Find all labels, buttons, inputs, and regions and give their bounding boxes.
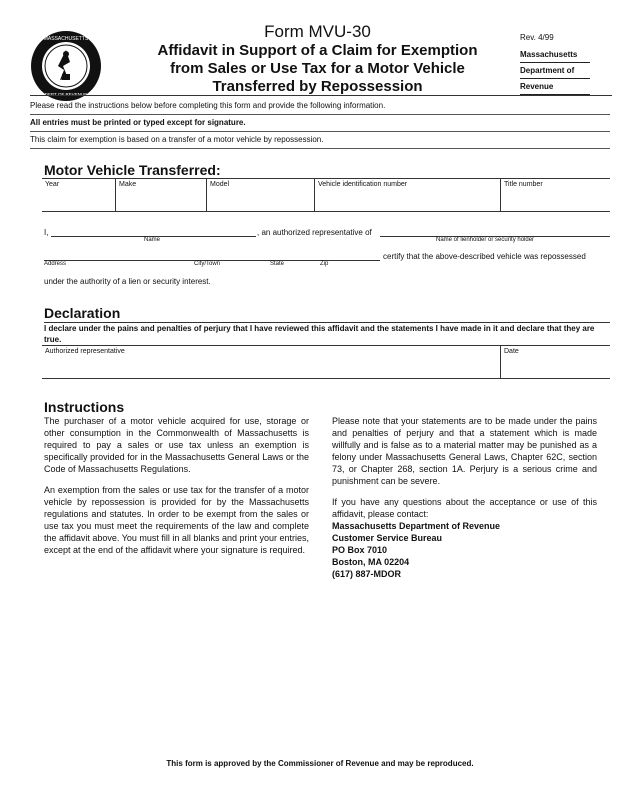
date-field[interactable]: Date xyxy=(500,346,610,378)
vin-field[interactable]: Vehicle identification number xyxy=(314,179,500,211)
header-divider xyxy=(30,95,612,96)
contact-block: Massachusetts Department of Revenue Customer Service Bureau PO Box 7010 Boston, MA 02204 (617) 887-MDOR xyxy=(332,521,501,579)
instructions-paragraph: If you have any questions about the acceptance or use of this affidavit, please contact: xyxy=(332,497,597,519)
vehicle-fields xyxy=(42,178,610,212)
declaration-heading: Declaration xyxy=(44,305,121,321)
department-name: Massachusetts Department of Revenue xyxy=(520,47,590,95)
massachusetts-seal-icon xyxy=(30,30,102,102)
form-title: Affidavit in Support of a Claim for Exemption from Sales or Use Tax for a Motor Vehicle Transferred by Repossession xyxy=(157,42,478,95)
svg-text:DEPT OF REVENUE: DEPT OF REVENUE xyxy=(44,92,88,97)
intro-line: All entries must be printed or typed except for signature. xyxy=(30,115,610,132)
city-caption: City/Town xyxy=(194,261,221,267)
intro-section xyxy=(30,98,610,149)
instructions-paragraph: An exemption from the sales or use tax for the transfer of a motor vehicle by repossession is provided for by the Massachusetts regulations and statutes. In order to be exempt from the sales or use tax you must meet the requirements of the law and complete the affidavit above. You must fill in all blanks and print your entries, except at the end of the affidavit where your signature is required. xyxy=(44,485,309,555)
model-field[interactable]: Model xyxy=(206,179,314,211)
i-label: I, xyxy=(44,228,49,237)
lienholder-caption: Name of lienholder or security holder xyxy=(436,237,535,243)
instructions-columns xyxy=(44,415,597,580)
form-number: Form MVU-30 xyxy=(264,22,371,41)
instructions-paragraph: The purchaser of a motor vehicle acquired for use, storage or other consumption in the Commonwealth of Massachusetts is required to pay a sales or use tax unless an exemption is specifically provided for in the Massachusetts General Laws or the Code of Massachusetts Regulations. xyxy=(44,416,309,474)
certify-text: certify that the above-described vehicle was repossessed xyxy=(383,252,586,261)
svg-text:MASSACHUSETTS: MASSACHUSETTS xyxy=(43,36,89,42)
intro-line: This claim for exemption is based on a transfer of a motor vehicle by repossession. xyxy=(30,132,610,149)
instructions-right-column xyxy=(332,415,597,580)
zip-caption: Zip xyxy=(320,261,329,267)
declaration-text: I declare under the pains and penalties of perjury that I have reviewed this affidavit and the statements I have made in it and declare that they are true. xyxy=(44,324,595,344)
instructions-left-column xyxy=(44,415,309,580)
title-number-field[interactable]: Title number xyxy=(500,179,610,211)
footer-note: This form is approved by the Commissioner of Revenue and may be reproduced. xyxy=(166,759,474,768)
signature-row xyxy=(42,345,610,379)
form-title-block xyxy=(120,22,515,96)
make-field[interactable]: Make xyxy=(115,179,206,211)
intro-line: Please read the instructions below before completing this form and provide the following information. xyxy=(30,98,610,115)
authorized-rep-field[interactable]: Authorized representative xyxy=(45,348,125,355)
instructions-heading: Instructions xyxy=(44,399,125,415)
authorized-text: , an authorized representative of xyxy=(257,228,372,237)
name-caption: Name xyxy=(144,237,161,243)
vehicle-section-heading: Motor Vehicle Transferred: xyxy=(44,162,221,178)
state-caption: State xyxy=(270,261,285,267)
instructions-paragraph: Please note that your statements are to be made under the pains and penalties of perjury and that a statement which is made willfully and is false as to a material matter may be punished as a felony under Massachusetts General Laws, Chapter 62C, section 73, or Chapter 268, section 1A. Perjury is a serious crime and punishment can be severe. xyxy=(332,416,597,486)
year-field[interactable]: Year xyxy=(45,181,60,188)
authority-text: under the authority of a lien or security interest. xyxy=(44,277,211,286)
revision-date: Rev. 4/99 xyxy=(520,33,554,42)
address-caption: Address xyxy=(44,261,67,267)
